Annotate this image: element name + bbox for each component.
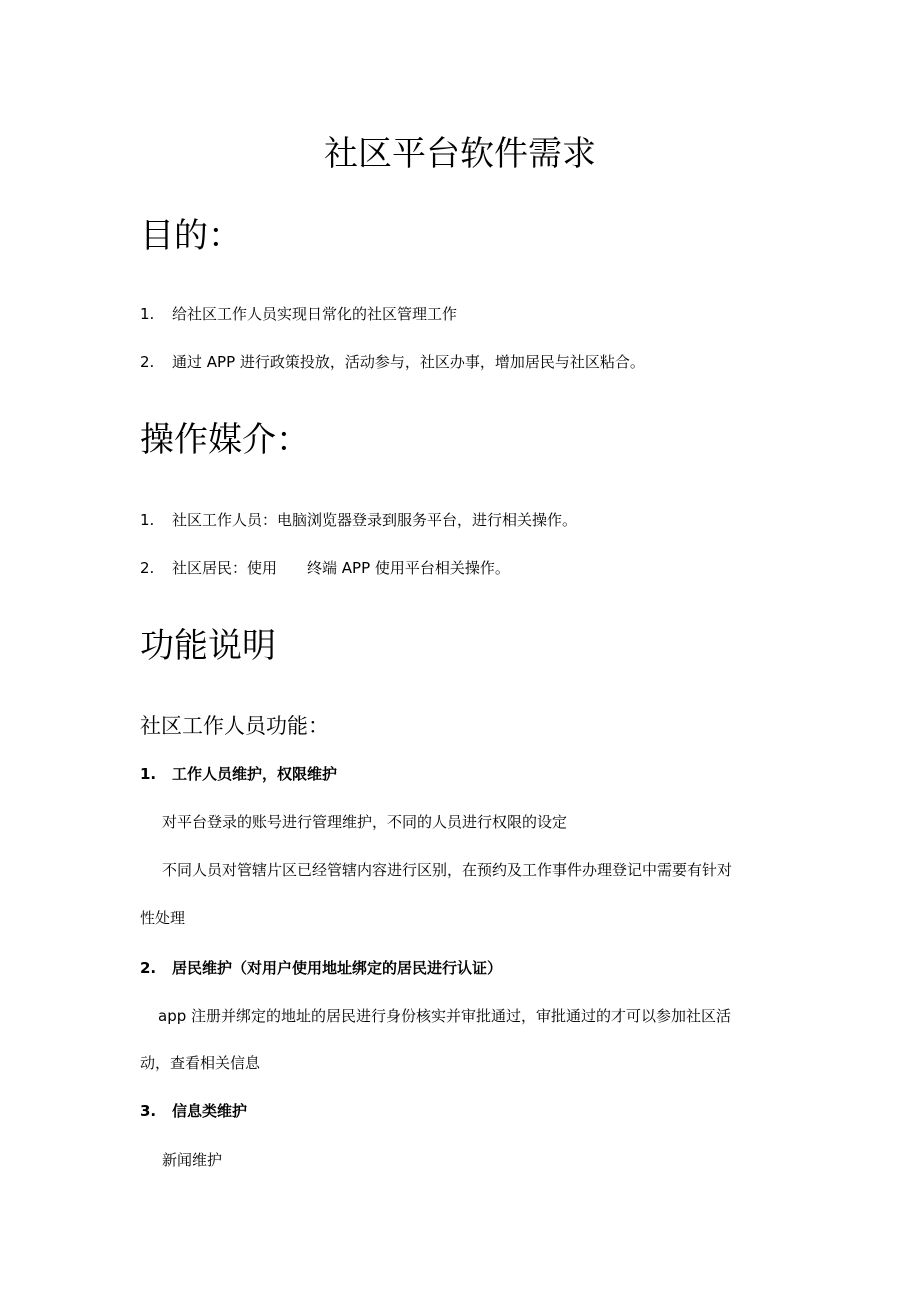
paragraph: 不同人员对管辖片区已经管辖内容进行区别，在预约及工作事件办理登记中需要有针对: [162, 861, 733, 879]
list-text: 社区工作人员：电脑浏览器登录到服务平台，进行相关操作。: [172, 511, 578, 529]
paragraph: 对平台登录的账号进行管理维护，不同的人员进行权限的设定: [162, 813, 568, 831]
media-item-1: [140, 510, 577, 530]
function-item-3-title: [140, 1101, 247, 1121]
list-text: 通过 APP 进行政策投放，活动参与，社区办事，增加居民与社区粘合。: [172, 353, 645, 371]
heading-functions: 功能说明: [140, 626, 276, 666]
list-number: 3.: [140, 1102, 157, 1120]
paragraph-continuation: 动，查看相关信息: [140, 1054, 261, 1072]
paragraph-continuation: 性处理: [140, 909, 186, 927]
media-item-2: [140, 558, 510, 578]
list-title: 居民维护（对用户使用地址绑定的居民进行认证）: [172, 959, 503, 977]
list-number: 1.: [140, 765, 157, 783]
list-title: 工作人员维护，权限维护: [172, 765, 338, 783]
purpose-item-1: [140, 304, 457, 324]
list-number: 1.: [140, 511, 155, 529]
list-number: 2.: [140, 959, 157, 977]
list-title: 信息类维护: [172, 1102, 248, 1120]
list-text: 给社区工作人员实现日常化的社区管理工作: [172, 305, 458, 323]
heading-media: 操作媒介：: [140, 420, 310, 460]
list-number: 1.: [140, 305, 155, 323]
list-number: 2.: [140, 353, 155, 371]
function-item-2-title: [140, 958, 502, 978]
heading-purpose: 目的：: [140, 216, 242, 256]
paragraph: 新闻维护: [162, 1151, 223, 1169]
subheading-staff-functions: 社区工作人员功能：: [140, 714, 329, 738]
list-text: 社区居民：使用: [172, 559, 278, 577]
list-number: 2.: [140, 559, 155, 577]
purpose-item-2: [140, 352, 645, 372]
document-title: 社区平台软件需求: [324, 134, 596, 174]
function-item-1-title: [140, 764, 337, 784]
paragraph: app 注册并绑定的地址的居民进行身份核实并审批通过，审批通过的才可以参加社区活: [158, 1007, 732, 1025]
list-text: 终端 APP 使用平台相关操作。: [307, 559, 510, 577]
